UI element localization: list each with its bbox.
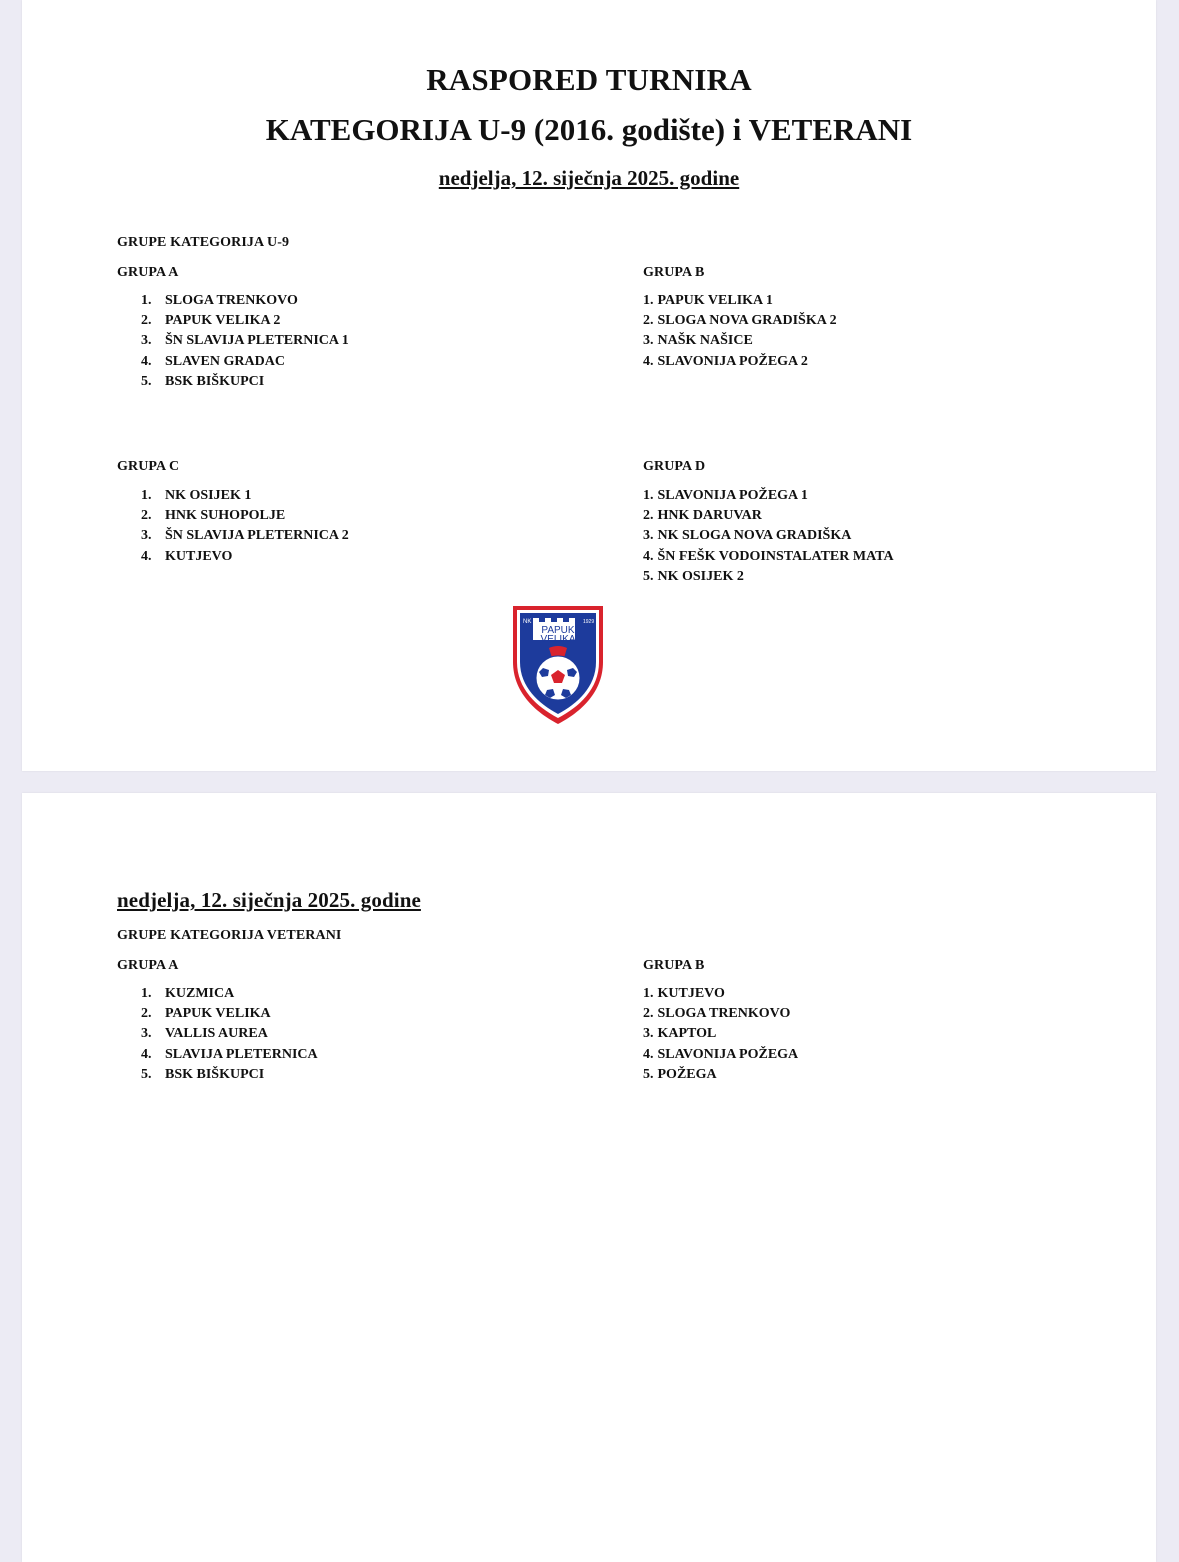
group-a-list xyxy=(141,984,318,1085)
list-item: 1. PAPUK VELIKA 1 xyxy=(643,293,773,308)
list-item: 5. POŽEGA xyxy=(643,1066,717,1082)
section-label-u9: GRUPE KATEGORIJA U-9 xyxy=(117,235,290,250)
list-item: 1. SLOGA TRENKOVO xyxy=(141,293,298,308)
group-b-label: GRUPA B xyxy=(643,265,705,280)
list-item: 5. BSK BIŠKUPCI xyxy=(141,1066,265,1082)
list-item: 4. KUTJEVO xyxy=(141,548,233,564)
list-item: 1. KUZMICA xyxy=(141,986,235,1001)
list-item: 3. ŠN SLAVIJA PLETERNICA 1 xyxy=(141,333,349,349)
list-item: 2. SLOGA TRENKOVO xyxy=(643,1006,791,1022)
group-b-list xyxy=(643,291,837,372)
group-b-list xyxy=(643,984,798,1085)
group-d-list xyxy=(643,486,894,587)
list-item: 2. PAPUK VELIKA xyxy=(141,1006,271,1022)
club-crest-icon xyxy=(511,604,605,726)
list-item: 2. PAPUK VELIKA 2 xyxy=(141,313,281,329)
list-item: 1. SLAVONIJA POŽEGA 1 xyxy=(643,488,808,503)
list-item: 3. NK SLOGA NOVA GRADIŠKA xyxy=(643,528,852,544)
svg-text:NK: NK xyxy=(523,619,532,625)
tournament-date: nedjelja, 12. siječnja 2025. godine xyxy=(117,888,421,912)
list-item: 2. HNK DARUVAR xyxy=(643,508,762,524)
list-item: 3. NAŠK NAŠICE xyxy=(643,333,753,349)
document-title: RASPORED TURNIRA xyxy=(426,62,752,97)
list-item: 4. ŠN FEŠK VODOINSTALATER MATA xyxy=(643,548,894,564)
list-item: 3. KAPTOL xyxy=(643,1026,717,1042)
document-page-2 xyxy=(22,793,1156,1562)
list-item: 4. SLAVEN GRADAC xyxy=(141,353,285,369)
list-item: 5. NK OSIJEK 2 xyxy=(643,568,744,584)
group-a-label: GRUPA A xyxy=(117,265,179,280)
group-b-label: GRUPA B xyxy=(643,958,705,973)
list-item: 3. ŠN SLAVIJA PLETERNICA 2 xyxy=(141,528,349,544)
list-item: 2. HNK SUHOPOLJE xyxy=(141,508,286,524)
list-item: 2. SLOGA NOVA GRADIŠKA 2 xyxy=(643,313,837,329)
list-item: 4. SLAVIJA PLETERNICA xyxy=(141,1046,318,1062)
group-d-label: GRUPA D xyxy=(643,459,706,474)
group-a-label: GRUPA A xyxy=(117,958,179,973)
list-item: 1. NK OSIJEK 1 xyxy=(141,488,252,503)
list-item: 5. BSK BIŠKUPCI xyxy=(141,373,265,389)
list-item: 1. KUTJEVO xyxy=(643,986,725,1001)
section-label-veterani: GRUPE KATEGORIJA VETERANI xyxy=(117,928,342,943)
group-c-label: GRUPA C xyxy=(117,459,180,474)
svg-text:VELIKA: VELIKA xyxy=(540,634,576,645)
list-item: 4. SLAVONIJA POŽEGA xyxy=(643,1046,799,1062)
list-item: 4. SLAVONIJA POŽEGA 2 xyxy=(643,353,808,369)
svg-text:1929: 1929 xyxy=(583,619,595,625)
tournament-date: nedjelja, 12. siječnja 2025. godine xyxy=(438,166,740,190)
group-c-list xyxy=(141,486,349,567)
document-page-1 xyxy=(22,0,1156,771)
svg-text:PAPUK: PAPUK xyxy=(541,625,575,636)
document-subtitle: KATEGORIJA U-9 (2016. godište) i VETERANI xyxy=(265,112,913,147)
list-item: 3. VALLIS AUREA xyxy=(141,1026,268,1042)
group-a-list xyxy=(141,291,349,392)
